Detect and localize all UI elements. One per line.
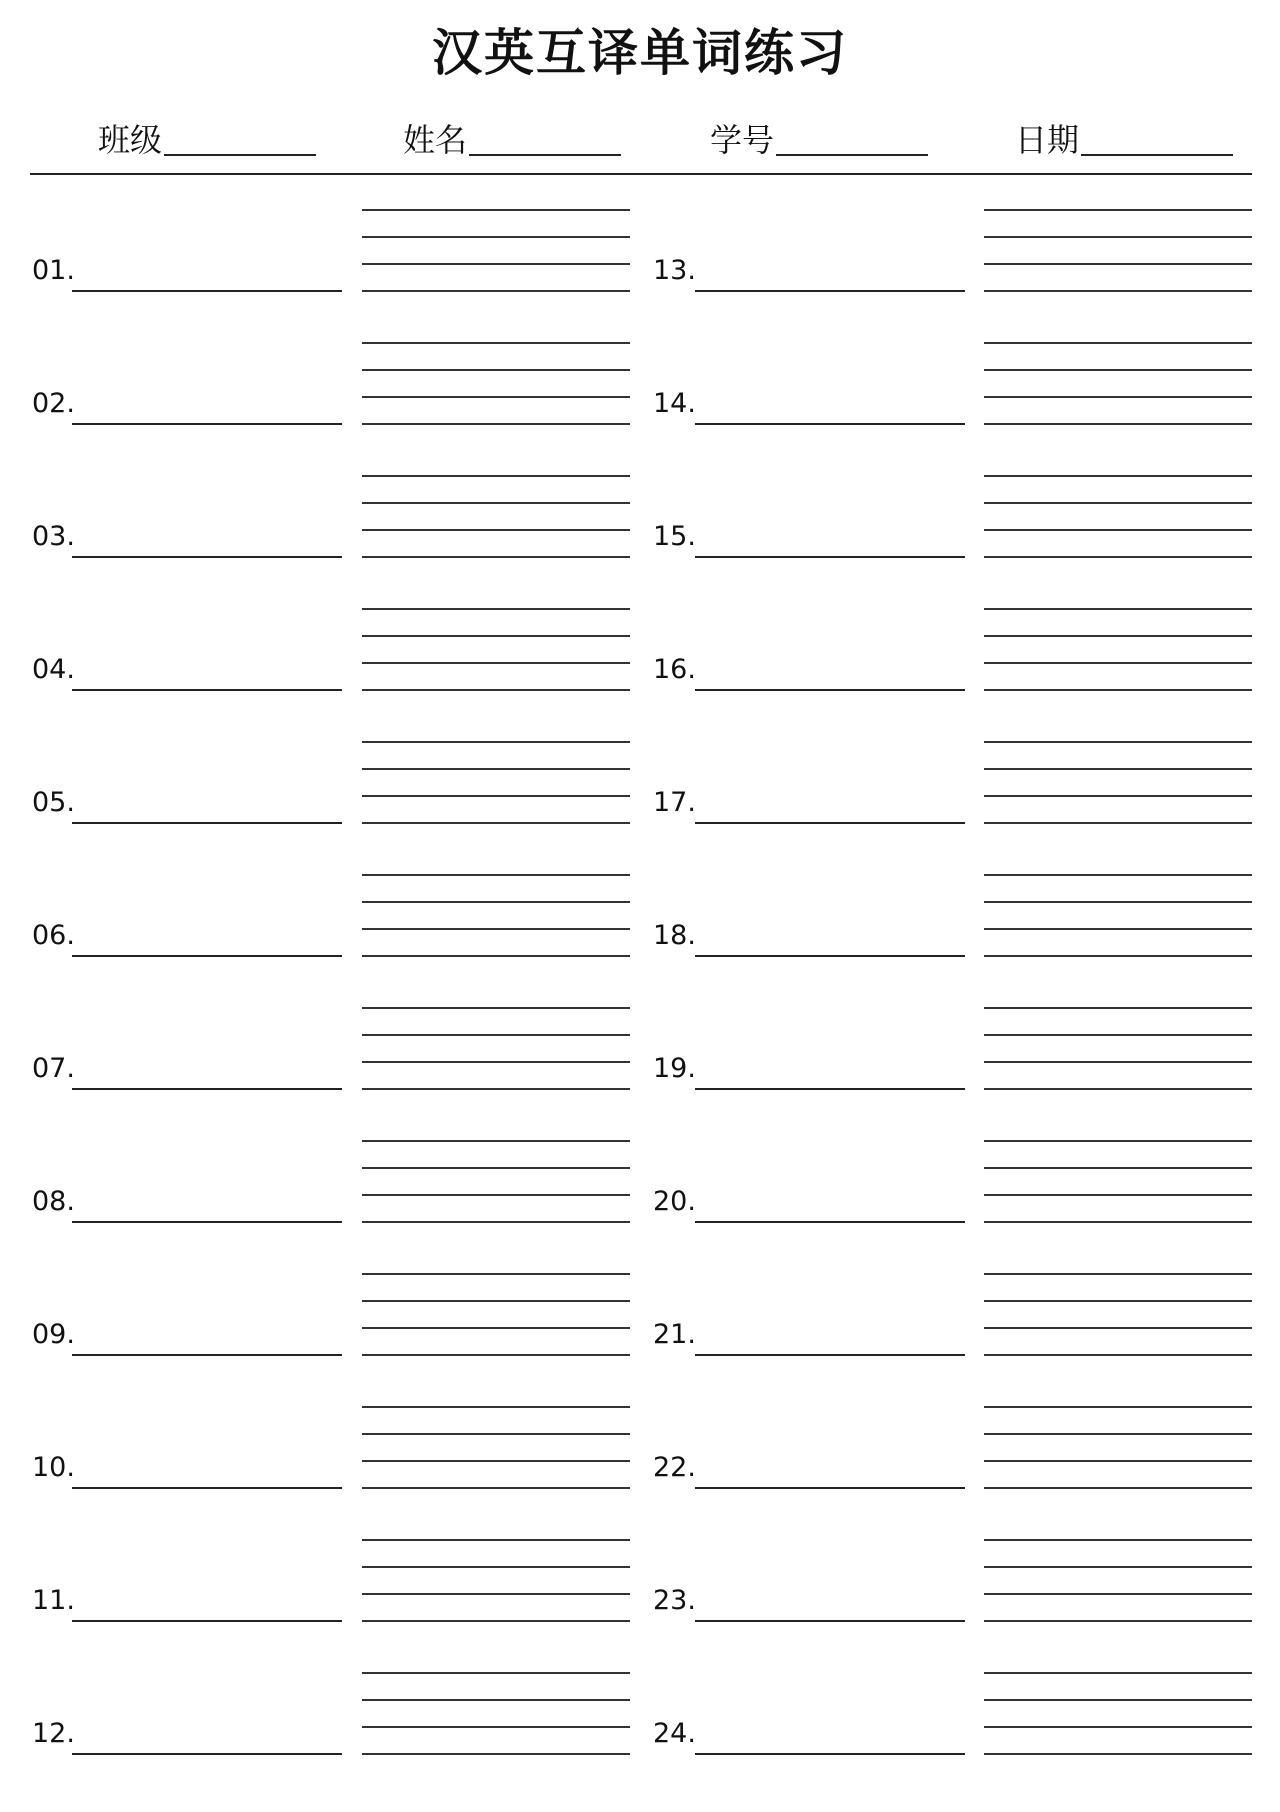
writing-line[interactable] — [362, 1088, 630, 1090]
writing-line[interactable] — [362, 1620, 630, 1622]
answer-line[interactable] — [72, 1088, 342, 1090]
writing-line[interactable] — [362, 1194, 630, 1196]
writing-line[interactable] — [362, 1699, 630, 1701]
writing-line[interactable] — [984, 1221, 1252, 1223]
writing-line[interactable] — [984, 1433, 1252, 1435]
name-blank[interactable] — [469, 153, 621, 156]
item-number: 19. — [653, 1053, 696, 1084]
writing-line[interactable] — [984, 1620, 1252, 1622]
writing-line[interactable] — [984, 1194, 1252, 1196]
writing-line[interactable] — [362, 874, 630, 876]
item-number: 23. — [653, 1585, 696, 1616]
answer-line[interactable] — [695, 1487, 965, 1489]
item-number: 18. — [653, 920, 696, 951]
writing-line[interactable] — [984, 1140, 1252, 1142]
writing-line[interactable] — [984, 1273, 1252, 1275]
writing-line[interactable] — [984, 342, 1252, 344]
writing-line[interactable] — [362, 928, 630, 930]
writing-line[interactable] — [984, 1539, 1252, 1541]
writing-line[interactable] — [362, 1221, 630, 1223]
item-number: 22. — [653, 1452, 696, 1483]
writing-line[interactable] — [362, 1300, 630, 1302]
date-field[interactable] — [1015, 118, 1233, 160]
writing-line[interactable] — [362, 1672, 630, 1674]
item-number: 17. — [653, 787, 696, 818]
page-title: 汉英互译单词练习 — [432, 24, 848, 82]
writing-line[interactable] — [984, 556, 1252, 558]
writing-line[interactable] — [984, 822, 1252, 824]
answer-line[interactable] — [695, 423, 965, 425]
writing-line[interactable] — [984, 795, 1252, 797]
writing-line[interactable] — [984, 290, 1252, 292]
writing-line[interactable] — [362, 955, 630, 957]
writing-line[interactable] — [984, 608, 1252, 610]
answer-line[interactable] — [695, 1753, 965, 1755]
writing-line[interactable] — [984, 1726, 1252, 1728]
writing-line[interactable] — [984, 901, 1252, 903]
writing-line[interactable] — [362, 263, 630, 265]
writing-line[interactable] — [984, 635, 1252, 637]
writing-line[interactable] — [984, 263, 1252, 265]
answer-line[interactable] — [695, 822, 965, 824]
writing-line[interactable] — [362, 768, 630, 770]
writing-line[interactable] — [362, 529, 630, 531]
student-id-field[interactable] — [710, 118, 928, 160]
writing-line[interactable] — [984, 1699, 1252, 1701]
answer-line[interactable] — [72, 955, 342, 957]
answer-line[interactable] — [72, 822, 342, 824]
writing-line[interactable] — [984, 874, 1252, 876]
answer-line[interactable] — [72, 556, 342, 558]
item-number: 11. — [32, 1585, 75, 1616]
item-number: 14. — [653, 388, 696, 419]
writing-line[interactable] — [362, 1034, 630, 1036]
item-number: 08. — [32, 1186, 75, 1217]
item-number: 07. — [32, 1053, 75, 1084]
class-field[interactable] — [98, 118, 316, 160]
writing-line[interactable] — [984, 955, 1252, 957]
writing-line[interactable] — [362, 1061, 630, 1063]
writing-line[interactable] — [362, 1140, 630, 1142]
writing-line[interactable] — [984, 502, 1252, 504]
item-number: 21. — [653, 1319, 696, 1350]
writing-line[interactable] — [984, 1007, 1252, 1009]
writing-line[interactable] — [362, 475, 630, 477]
writing-line[interactable] — [362, 1433, 630, 1435]
answer-line[interactable] — [72, 1753, 342, 1755]
item-number: 03. — [32, 521, 75, 552]
writing-line[interactable] — [362, 369, 630, 371]
item-number: 20. — [653, 1186, 696, 1217]
item-number: 09. — [32, 1319, 75, 1350]
answer-line[interactable] — [72, 290, 342, 292]
item-number: 06. — [32, 920, 75, 951]
answer-line[interactable] — [695, 556, 965, 558]
answer-line[interactable] — [72, 1354, 342, 1356]
writing-line[interactable] — [984, 1593, 1252, 1595]
writing-line[interactable] — [362, 1726, 630, 1728]
writing-line[interactable] — [984, 689, 1252, 691]
item-number: 05. — [32, 787, 75, 818]
answer-line[interactable] — [72, 1620, 342, 1622]
writing-line[interactable] — [984, 529, 1252, 531]
writing-line[interactable] — [984, 768, 1252, 770]
answer-line[interactable] — [695, 955, 965, 957]
writing-line[interactable] — [362, 502, 630, 504]
answer-line[interactable] — [72, 689, 342, 691]
writing-line[interactable] — [984, 1460, 1252, 1462]
answer-line[interactable] — [695, 1088, 965, 1090]
writing-line[interactable] — [984, 475, 1252, 477]
writing-line[interactable] — [984, 662, 1252, 664]
answer-line[interactable] — [695, 689, 965, 691]
item-number: 13. — [653, 255, 696, 286]
name-label: 姓名 — [403, 121, 468, 159]
writing-line[interactable] — [362, 795, 630, 797]
writing-line[interactable] — [984, 1327, 1252, 1329]
writing-line[interactable] — [362, 423, 630, 425]
student-id-label: 学号 — [710, 121, 775, 159]
writing-line[interactable] — [362, 1406, 630, 1408]
item-number: 15. — [653, 521, 696, 552]
writing-line[interactable] — [362, 608, 630, 610]
item-number: 16. — [653, 654, 696, 685]
item-number: 12. — [32, 1718, 75, 1749]
answer-line[interactable] — [695, 1354, 965, 1356]
writing-line[interactable] — [984, 1354, 1252, 1356]
writing-line[interactable] — [362, 342, 630, 344]
answer-line[interactable] — [695, 1221, 965, 1223]
item-number: 01. — [32, 255, 75, 286]
answer-line[interactable] — [72, 1221, 342, 1223]
name-field[interactable] — [403, 118, 621, 160]
writing-line[interactable] — [984, 369, 1252, 371]
writing-line[interactable] — [984, 1167, 1252, 1169]
writing-line[interactable] — [984, 1566, 1252, 1568]
writing-line[interactable] — [362, 689, 630, 691]
writing-line[interactable] — [362, 1593, 630, 1595]
header-divider — [30, 173, 1252, 175]
writing-line[interactable] — [984, 1061, 1252, 1063]
writing-line[interactable] — [362, 396, 630, 398]
writing-line[interactable] — [984, 1672, 1252, 1674]
writing-line[interactable] — [362, 1753, 630, 1755]
writing-line[interactable] — [362, 1487, 630, 1489]
writing-line[interactable] — [362, 662, 630, 664]
student-id-blank[interactable] — [776, 153, 928, 156]
writing-line[interactable] — [984, 396, 1252, 398]
writing-line[interactable] — [362, 236, 630, 238]
writing-line[interactable] — [984, 1406, 1252, 1408]
writing-line[interactable] — [984, 209, 1252, 211]
writing-line[interactable] — [984, 1487, 1252, 1489]
date-blank[interactable] — [1081, 153, 1233, 156]
writing-line[interactable] — [984, 1034, 1252, 1036]
writing-line[interactable] — [362, 1167, 630, 1169]
writing-line[interactable] — [362, 822, 630, 824]
writing-line[interactable] — [362, 290, 630, 292]
item-number: 04. — [32, 654, 75, 685]
writing-line[interactable] — [362, 1539, 630, 1541]
writing-line[interactable] — [362, 635, 630, 637]
writing-line[interactable] — [362, 741, 630, 743]
writing-line[interactable] — [984, 423, 1252, 425]
item-number: 10. — [32, 1452, 75, 1483]
writing-line[interactable] — [362, 556, 630, 558]
writing-line[interactable] — [362, 1007, 630, 1009]
answer-line[interactable] — [695, 290, 965, 292]
writing-line[interactable] — [362, 901, 630, 903]
writing-line[interactable] — [362, 1566, 630, 1568]
writing-line[interactable] — [984, 1300, 1252, 1302]
writing-line[interactable] — [362, 1460, 630, 1462]
writing-line[interactable] — [362, 209, 630, 211]
answer-line[interactable] — [72, 423, 342, 425]
writing-line[interactable] — [984, 741, 1252, 743]
writing-line[interactable] — [362, 1354, 630, 1356]
answer-line[interactable] — [72, 1487, 342, 1489]
writing-line[interactable] — [362, 1327, 630, 1329]
writing-line[interactable] — [984, 1088, 1252, 1090]
item-number: 02. — [32, 388, 75, 419]
date-label: 日期 — [1015, 121, 1080, 159]
writing-line[interactable] — [984, 236, 1252, 238]
writing-line[interactable] — [984, 1753, 1252, 1755]
writing-line[interactable] — [362, 1273, 630, 1275]
class-label: 班级 — [98, 121, 163, 159]
writing-line[interactable] — [984, 928, 1252, 930]
answer-line[interactable] — [695, 1620, 965, 1622]
item-number: 24. — [653, 1718, 696, 1749]
class-blank[interactable] — [164, 153, 316, 156]
